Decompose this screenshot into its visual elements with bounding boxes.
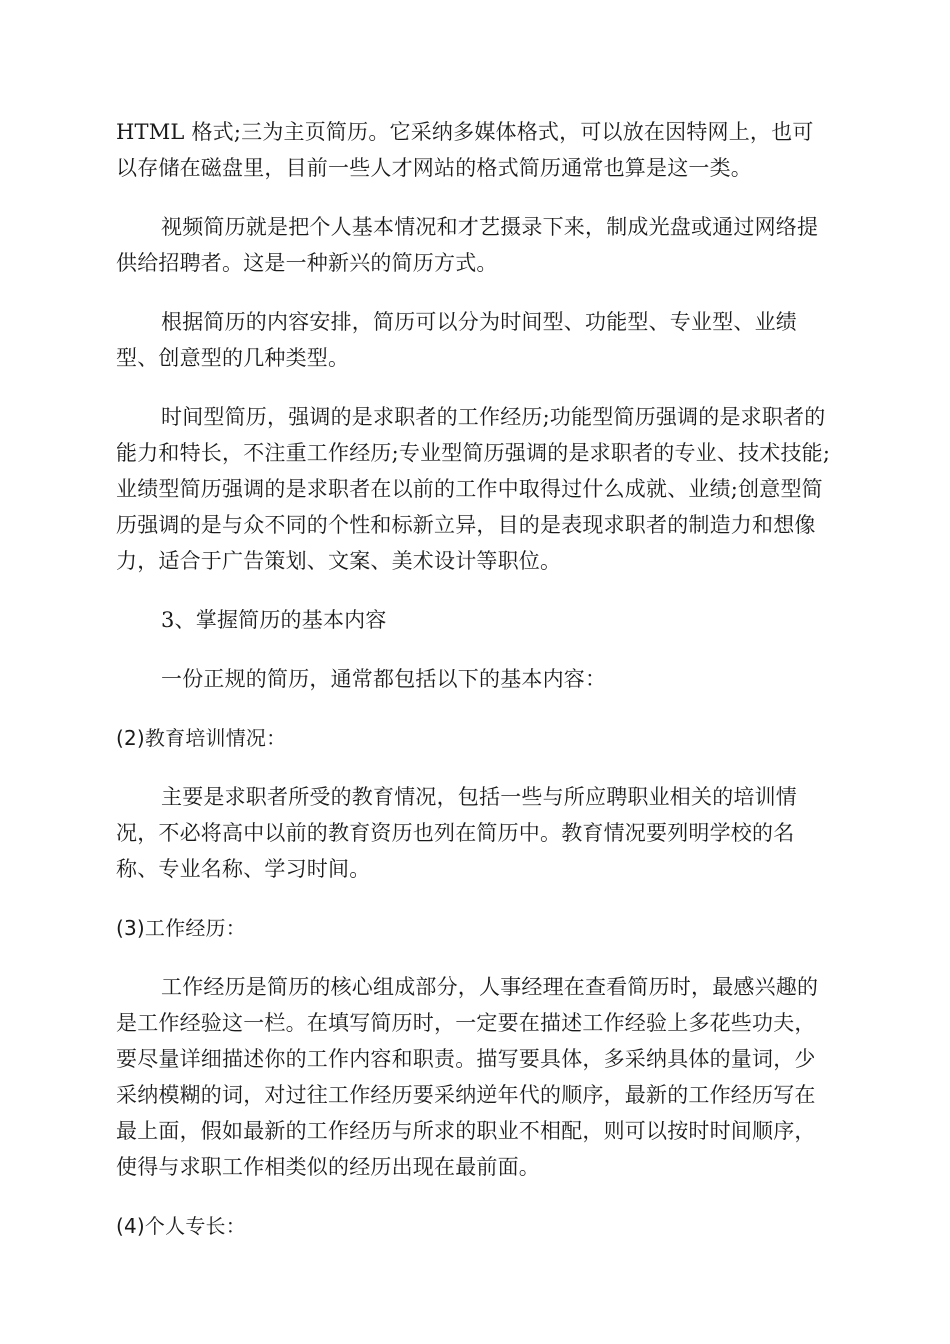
subheading-work-experience: (3)工作经历： [116, 916, 246, 940]
subheading-education: (2)教育培训情况： [116, 726, 287, 750]
paragraph-resume-type-descriptions: 时间型简历，强调的是求职者的工作经历;功能型简历强调的是求职者的能力和特长，不注重工作经历;专业型简历强调的是求职者的专业、技术技能;业绩型简历强调的是求职者在以前的工作中取得过什么成就、业绩;创意型简历强调的是与众不同的个性和标新立异，目的是表现求职者的制造力和想像力，适合于广告策划、文案、美术设计等职位。 [116, 405, 831, 573]
section-heading-basic-content: 3、掌握简历的基本内容 [161, 608, 387, 632]
subheading-personal-skills: (4)个人专长： [116, 1214, 246, 1238]
paragraph-html-resume-format: HTML 格式;三为主页简历。它采纳多媒体格式，可以放在因特网上，也可以存储在磁盘里，目前一些人才网站的格式简历通常也算是这一类。 [116, 120, 814, 180]
paragraph-work-experience: 工作经历是简历的核心组成部分，人事经理在查看简历时，最感兴趣的是工作经验这一栏。在填写简历时，一定要在描述工作经验上多花些功夫，要尽量详细描述你的工作内容和职责。描写要具体，多采纳具体的量词，少采纳模糊的词，对过往工作经历要采纳逆年代的顺序，最新的工作经历写在最上面，假如最新的工作经历与所求的职业不相配，则可以按时时间顺序，使得与求职工作相类似的经历出现在最前面。 [116, 975, 819, 1179]
paragraph-basic-content-intro: 一份正规的简历，通常都包括以下的基本内容： [161, 667, 607, 691]
paragraph-resume-types: 根据简历的内容安排，简历可以分为时间型、功能型、专业型、业绩型、创意型的几种类型。 [116, 310, 797, 370]
paragraph-education: 主要是求职者所受的教育情况，包括一些与所应聘职业相关的培训情况，不必将高中以前的教育资历也列在简历中。教育情况要列明学校的名称、专业名称、学习时间。 [116, 785, 797, 881]
paragraph-video-resume: 视频简历就是把个人基本情况和才艺摄录下来，制成光盘或通过网络提供给招聘者。这是一种新兴的简历方式。 [116, 215, 819, 275]
